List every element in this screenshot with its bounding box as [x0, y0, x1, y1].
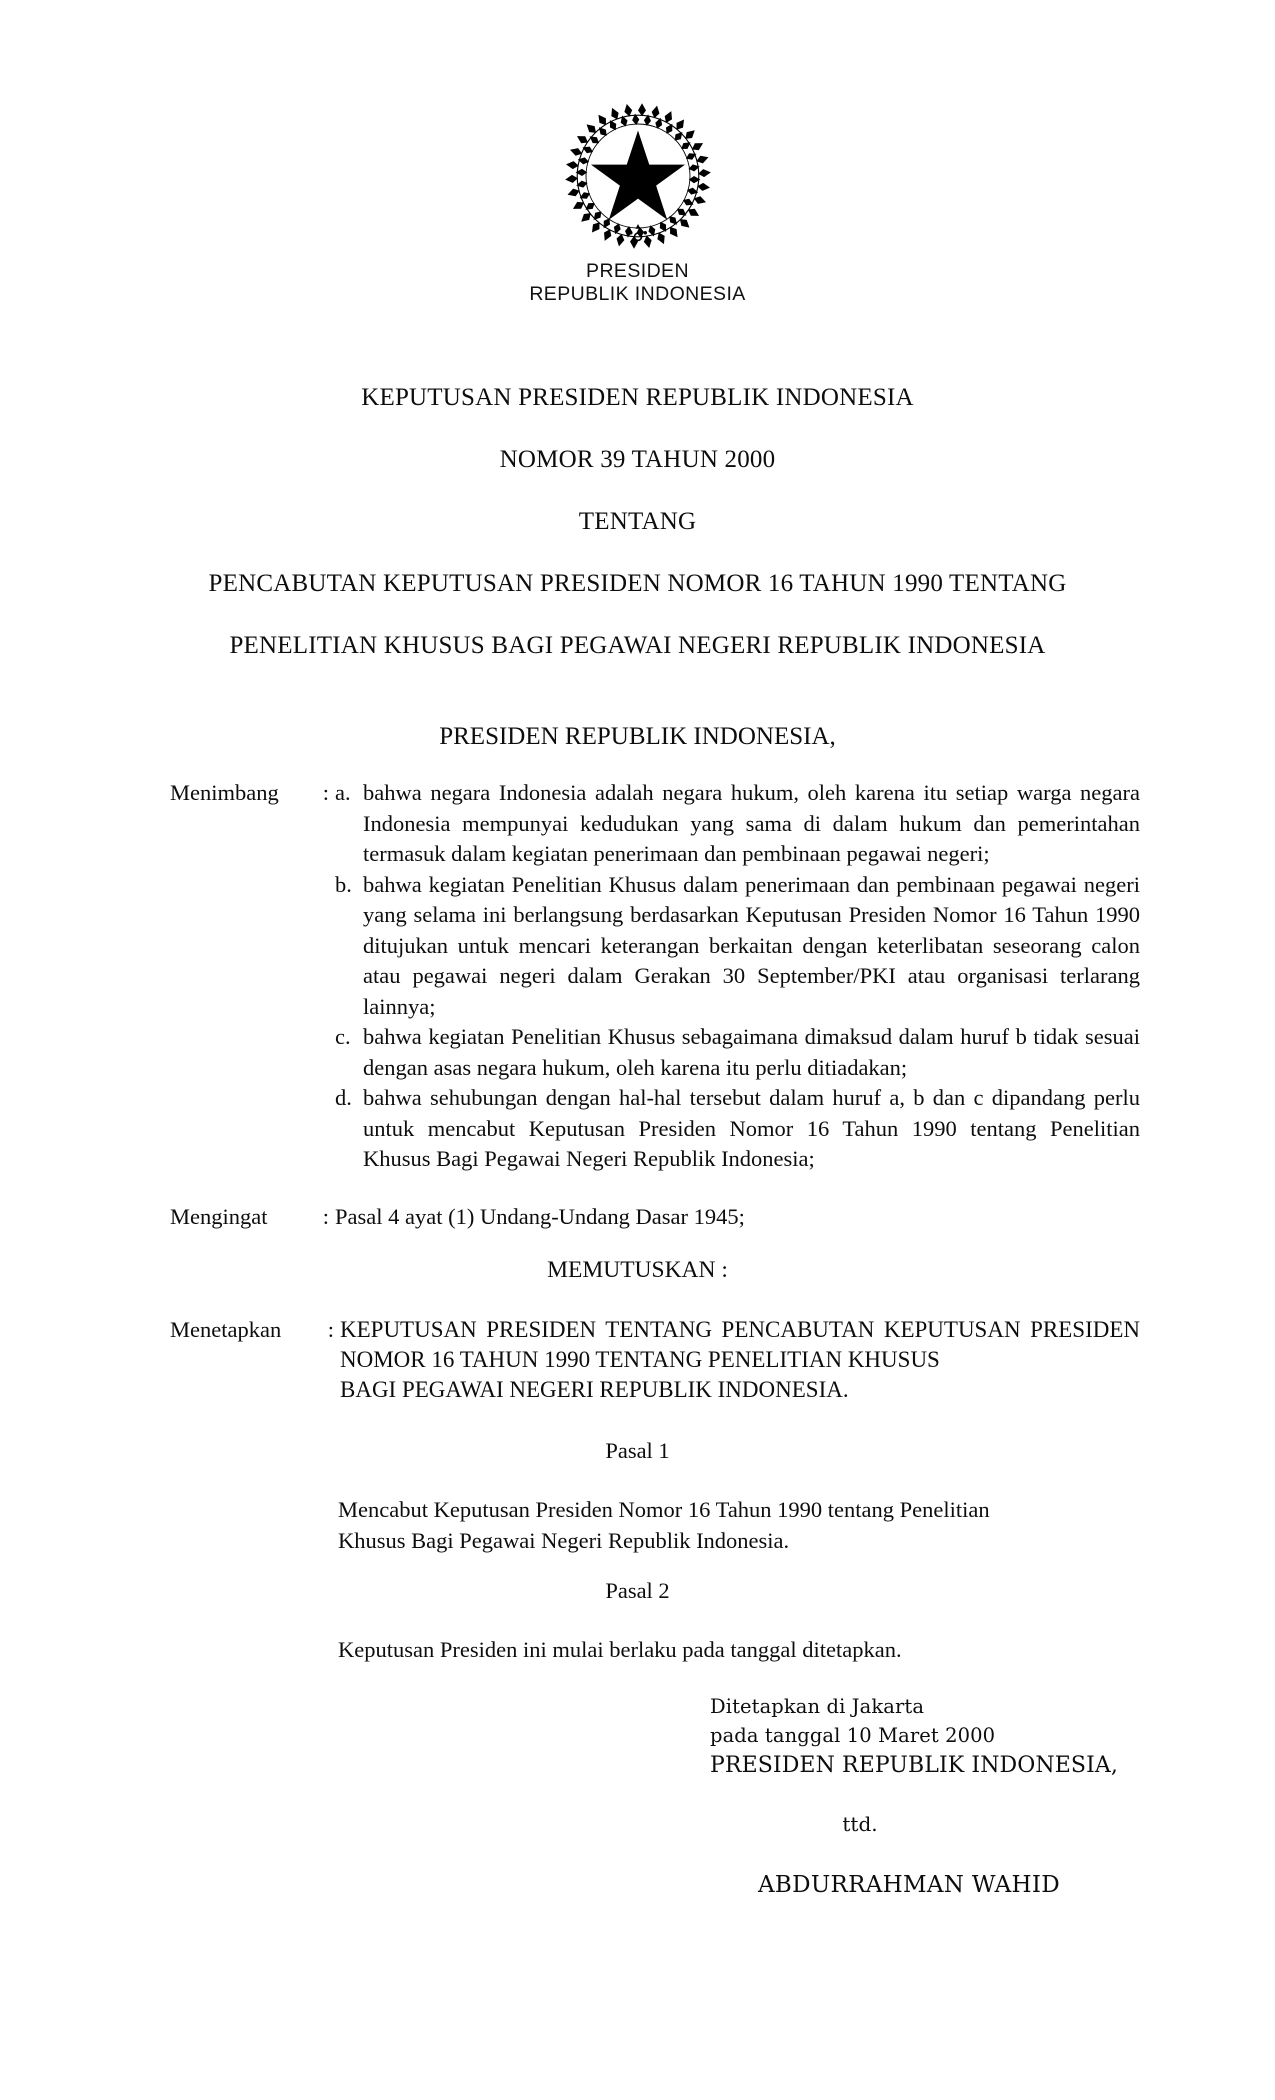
- menetapkan-text-last: BAGI PEGAWAI NEGERI REPUBLIK INDONESIA.: [340, 1377, 849, 1402]
- emblem-caption: [0, 260, 1275, 306]
- pasal-2-body: [338, 1635, 1143, 1666]
- pasal-1-body-last: Khusus Bagi Pegawai Negeri Republik Indonesia.: [338, 1527, 790, 1553]
- signature-ttd: ttd.: [842, 1812, 878, 1836]
- signature-date: pada tanggal 10 Maret 2000: [710, 1724, 996, 1747]
- menimbang-item-marker: c.: [335, 1024, 351, 1049]
- mengingat-colon: :: [322, 1204, 329, 1229]
- menimbang-item: [335, 778, 1140, 870]
- menimbang-item: [335, 870, 1140, 1023]
- pasal-1-heading: Pasal 1: [605, 1438, 670, 1463]
- menimbang-section: [170, 778, 1140, 1175]
- signature-name: ABDURRAHMAN WAHID: [758, 1872, 1061, 1898]
- memutuskan-heading: MEMUTUSKAN :: [547, 1257, 728, 1283]
- title-line-number: NOMOR 39 TAHUN 2000: [499, 446, 776, 473]
- menetapkan-label-text: Menetapkan: [170, 1317, 282, 1342]
- menetapkan-text-main: KEPUTUSAN PRESIDEN TENTANG PENCABUTAN KEPUTUSAN PRESIDEN NOMOR 16 TAHUN 1990 TENTANG PENELITIAN KHUSUS: [340, 1317, 1140, 1372]
- menetapkan-body: [340, 1315, 1140, 1405]
- menetapkan-label: [170, 1315, 340, 1346]
- menimbang-label-text: Menimbang: [170, 780, 279, 805]
- mengingat-text: Pasal 4 ayat (1) Undang-Undang Dasar 1945;: [335, 1204, 745, 1229]
- menimbang-item-marker: d.: [335, 1085, 352, 1110]
- menimbang-item-text: bahwa kegiatan Penelitian Khusus dalam penerimaan dan pembinaan pegawai negeri yang selama ini berlangsung berdasarkan Keputusan Presiden Nomor 16 Tahun 1990 ditujukan untuk mencari keterangan berkaitan dengan keterlibatan seseorang calon atau pegawai negeri dalam Gerakan 30 September/PKI atau organisasi terlarang lainnya;: [363, 871, 1140, 1019]
- pasal-2-heading: Pasal 2: [605, 1578, 670, 1603]
- document-title-block: [0, 383, 1275, 661]
- title-line-tentang: TENTANG: [578, 508, 697, 535]
- emblem-caption-line-1: PRESIDEN: [586, 260, 689, 282]
- menimbang-item: [335, 1022, 1140, 1083]
- title-line-subject-1: PENCABUTAN KEPUTUSAN PRESIDEN NOMOR 16 TAHUN 1990 TENTANG: [208, 570, 1067, 597]
- mengingat-label: [170, 1202, 335, 1233]
- menetapkan-section: [170, 1315, 1140, 1405]
- emblem-block: [0, 96, 1275, 306]
- pasal-1-body: [338, 1495, 1143, 1556]
- emblem-caption-line-2: REPUBLIK INDONESIA: [529, 283, 746, 305]
- menimbang-item: [335, 1083, 1140, 1175]
- menetapkan-colon: :: [327, 1317, 334, 1342]
- menimbang-item-marker: b.: [335, 871, 352, 897]
- pasal-2-body-main: Keputusan Presiden ini mulai berlaku pada tanggal ditetapkan.: [338, 1637, 902, 1662]
- signature-place: Ditetapkan di Jakarta: [710, 1695, 925, 1718]
- menimbang-items: [335, 778, 1140, 1175]
- pasal-1-body-main: Mencabut Keputusan Presiden Nomor 16 Tahun 1990 tentang Penelitian: [338, 1497, 990, 1522]
- menimbang-item-text: bahwa kegiatan Penelitian Khusus sebagaimana dimaksud dalam huruf b tidak sesuai dengan asas negara hukum, oleh karena itu perlu ditiadakan;: [363, 1024, 1140, 1080]
- menimbang-item-text: bahwa sehubungan dengan hal-hal tersebut dalam huruf a, b dan c dipandang perlu untuk mencabut Keputusan Presiden Nomor 16 Tahun 1990 tentang Penelitian Khusus Bagi Pegawai Negeri Republik Indonesia;: [363, 1085, 1140, 1171]
- presiden-republik-indonesia-heading: PRESIDEN REPUBLIK INDONESIA,: [439, 723, 836, 750]
- mengingat-label-text: Mengingat: [170, 1204, 268, 1229]
- menimbang-colon: :: [322, 780, 329, 805]
- title-line-decree: KEPUTUSAN PRESIDEN REPUBLIK INDONESIA: [361, 384, 914, 411]
- menimbang-item-text: bahwa negara Indonesia adalah negara hukum, oleh karena itu setiap warga negara Indonesia mempunyai kedudukan yang sama di dalam hukum dan pemerintahan termasuk dalam kegiatan penerimaan dan pembinaan pegawai negeri;: [363, 780, 1140, 866]
- signature-block: [710, 1692, 1230, 1782]
- menimbang-item-marker: a.: [335, 780, 351, 805]
- signature-office: PRESIDEN REPUBLIK INDONESIA,: [710, 1753, 1118, 1778]
- menimbang-label: [170, 778, 335, 809]
- mengingat-section: [170, 1202, 1140, 1233]
- indonesia-presidential-seal-icon: [553, 96, 723, 256]
- title-line-subject-2: PENELITIAN KHUSUS BAGI PEGAWAI NEGERI REPUBLIK INDONESIA: [229, 632, 1046, 659]
